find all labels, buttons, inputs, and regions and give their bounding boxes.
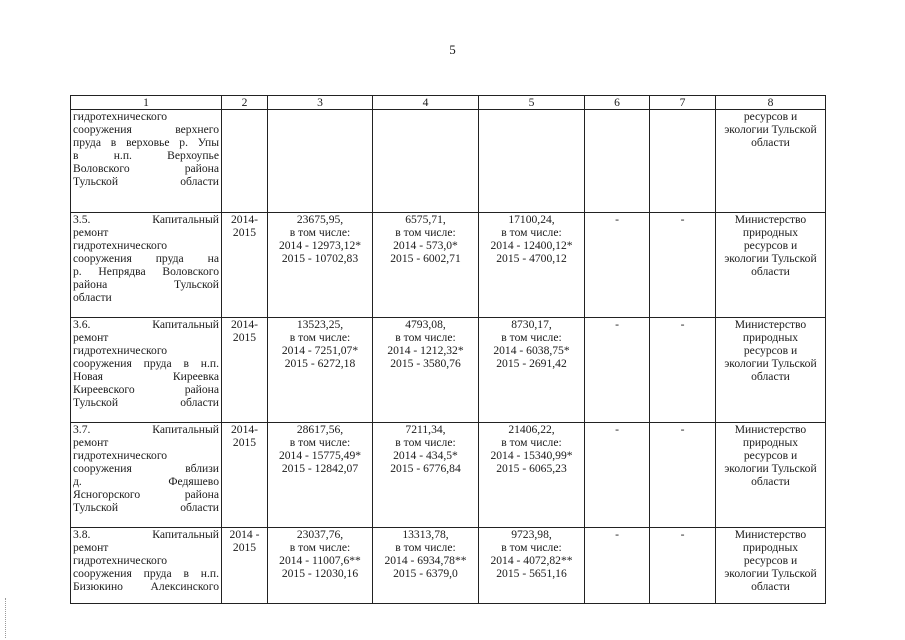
cell-line: 4793,08, [405, 318, 446, 331]
cell-line: 7211,34, [405, 423, 446, 436]
cell-line: 2015 - 6065,23 [496, 462, 567, 475]
cell-line: 2014- [230, 318, 259, 331]
cell-line: сооружения пруда в н.п. [73, 357, 219, 370]
page-number: 5 [449, 42, 456, 57]
cell-line: в том числе: [289, 331, 351, 344]
federal-budget-cell [373, 110, 479, 213]
cell-line: природных [742, 541, 799, 554]
federal-budget-cell [373, 213, 479, 318]
header-cell: 8 [716, 96, 826, 110]
cell-line: - [615, 318, 619, 331]
regional-budget-cell [479, 110, 585, 213]
cell-line: 2015 - 6379,0 [393, 567, 458, 580]
col7-cell [650, 213, 716, 318]
cell-line: Министерство [734, 318, 807, 331]
cell-line: в том числе: [395, 331, 456, 344]
cell-line: ремонт [73, 331, 109, 344]
cell-line: Бизюкино Алексинского [73, 580, 219, 593]
cell-line: - [680, 528, 685, 541]
cell-line: экологии Тульской [724, 462, 817, 475]
cell-line: в том числе: [289, 226, 351, 239]
cell-line: 2015 - 3580,76 [390, 357, 461, 370]
cell-line: ресурсов и [743, 110, 798, 123]
cell-line: ресурсов и [743, 449, 798, 462]
cell-line: - [680, 213, 685, 226]
cell-line: 2015 - 10702,83 [281, 252, 359, 265]
cell-line: ремонт [73, 226, 109, 239]
total-cell [268, 528, 373, 604]
cell-line: в том числе: [395, 436, 456, 449]
cell-line: природных [742, 226, 799, 239]
regional-budget-cell [479, 528, 585, 604]
header-cell: 5 [479, 96, 585, 110]
cell-line: 2015 - 5651,16 [496, 567, 567, 580]
cell-line: 2015 [232, 436, 257, 449]
cell-line: экологии Тульской [724, 252, 817, 265]
name-cell [71, 318, 222, 423]
cell-line: 3.7. Капитальный [73, 423, 219, 436]
executor-cell [716, 110, 826, 213]
cell-line: сооружения вблизи [73, 462, 219, 475]
cell-line: в том числе: [395, 226, 456, 239]
cell-line: 2015 [232, 541, 257, 554]
cell-line: в том числе: [501, 331, 562, 344]
cell-line: ресурсов и [743, 239, 798, 252]
cell-line: 2014 - 7251,07* [281, 344, 359, 357]
cell-line: Министерство [734, 213, 807, 226]
cell-line: в том числе: [501, 541, 562, 554]
total-cell [268, 423, 373, 528]
cell-line: 2015 - 12030,16 [281, 567, 359, 580]
cell-line: 6575,71, [405, 213, 446, 226]
cell-line: природных [742, 436, 799, 449]
regional-budget-cell [479, 423, 585, 528]
executor-cell [716, 213, 826, 318]
cell-line: гидротехнического [73, 554, 168, 567]
federal-budget-cell [373, 318, 479, 423]
cell-line: 3.5. Капитальный [73, 213, 219, 226]
cell-line: 2015 - 2691,42 [496, 357, 567, 370]
cell-line: 2015 - 4700,12 [496, 252, 567, 265]
cell-line: 2015 - 12842,07 [281, 462, 359, 475]
cell-line: области [73, 291, 112, 304]
cell-line: 2014 - 12973,12* [278, 239, 362, 252]
cell-line: 2014 - 6934,78** [384, 554, 467, 567]
name-cell [71, 528, 222, 604]
years-cell [222, 318, 268, 423]
cell-line: 2015 - 6272,18 [284, 357, 356, 370]
table-header-row [71, 96, 826, 110]
cell-line: в том числе: [501, 436, 562, 449]
cell-line: ресурсов и [743, 554, 798, 567]
cell-line: Киреевского района [73, 383, 219, 396]
total-cell [268, 213, 373, 318]
cell-line: 21406,22, [508, 423, 555, 436]
cell-line: - [615, 213, 619, 226]
cell-line: области [751, 265, 790, 278]
cell-line: 2014- [230, 423, 259, 436]
cell-line: Тульской области [73, 396, 219, 409]
regional-budget-cell [479, 318, 585, 423]
cell-line: Министерство [734, 528, 807, 541]
cell-line: района Тульской [73, 278, 219, 291]
col6-cell [585, 318, 650, 423]
cell-line: в том числе: [289, 436, 351, 449]
cell-line: 2014 - 11007,6** [279, 554, 361, 567]
cell-line: 2014 - 1212,32* [387, 344, 464, 357]
cell-line: Министерство [734, 423, 807, 436]
cell-line: 23675,95, [296, 213, 344, 226]
header-cell: 2 [222, 96, 268, 110]
cell-line: 2014 - 573,0* [393, 239, 458, 252]
cell-line: сооружения пруда на [73, 252, 219, 265]
cell-line: экологии Тульской [724, 357, 817, 370]
cell-line: гидротехнического [73, 239, 168, 252]
cell-line: области [751, 580, 790, 593]
federal-budget-cell [373, 528, 479, 604]
cell-line: 2015 - 6002,71 [390, 252, 461, 265]
cell-line: 2015 - 6776,84 [390, 462, 461, 475]
table-row [71, 213, 826, 318]
total-cell [268, 318, 373, 423]
cell-line: ресурсов и [743, 344, 798, 357]
cell-line: - [680, 318, 685, 331]
cell-line: в том числе: [289, 541, 351, 554]
cell-line: сооружения верхнего [73, 123, 219, 136]
cell-line: 3.8. Капитальный [73, 528, 219, 541]
cell-line: сооружения пруда в н.п. [73, 567, 219, 580]
cell-line: Новая Киреевка [73, 370, 219, 383]
cell-line: Воловского района [73, 162, 219, 175]
cell-line: 2015 [232, 226, 257, 239]
cell-line: 28617,56, [296, 423, 344, 436]
cell-line: 2014- [230, 213, 259, 226]
name-cell [71, 213, 222, 318]
cell-line: пруда в верховье р. Упы [73, 136, 219, 149]
cell-line: 2014 - 12400,12* [490, 239, 573, 252]
col7-cell [650, 110, 716, 213]
years-cell [222, 110, 268, 213]
cell-line: - [615, 528, 619, 541]
cell-line: - [680, 423, 685, 436]
cell-line: области [751, 370, 790, 383]
program-table [70, 95, 826, 604]
cell-line: д. Федяшево [73, 475, 219, 488]
cell-line: ремонт [73, 541, 109, 554]
col6-cell [585, 528, 650, 604]
cell-line: 2014 - 15340,99* [490, 449, 573, 462]
cell-line: 3.6. Капитальный [73, 318, 219, 331]
cell-line: 2014 - 4072,82** [490, 554, 573, 567]
years-cell [222, 213, 268, 318]
total-cell [268, 110, 373, 213]
executor-cell [716, 528, 826, 604]
years-cell [222, 423, 268, 528]
cell-line: гидротехнического [73, 344, 168, 357]
scan-edge-mark [5, 598, 7, 638]
federal-budget-cell [373, 423, 479, 528]
cell-line: 2014 - 6038,75* [493, 344, 570, 357]
cell-line: 2014 - 434,5* [393, 449, 458, 462]
table-row [71, 423, 826, 528]
cell-line: природных [742, 331, 799, 344]
col6-cell [585, 213, 650, 318]
header-cell: 3 [268, 96, 373, 110]
col7-cell [650, 423, 716, 528]
regional-budget-cell [479, 213, 585, 318]
cell-line: Тульской области [73, 175, 219, 188]
cell-line: 17100,24, [508, 213, 555, 226]
cell-line: экологии Тульской [724, 567, 817, 580]
cell-line: 2014 - [229, 528, 260, 541]
header-cell: 4 [373, 96, 479, 110]
table-row [71, 318, 826, 423]
header-cell: 6 [585, 96, 650, 110]
cell-line: 2015 [232, 331, 257, 344]
cell-line: гидротехнического [73, 110, 168, 123]
years-cell [222, 528, 268, 604]
cell-line: области [751, 136, 790, 149]
cell-line: 8730,17, [511, 318, 552, 331]
col7-cell [650, 318, 716, 423]
header-cell: 1 [71, 96, 222, 110]
cell-line: Тульской области [73, 501, 219, 514]
executor-cell [716, 423, 826, 528]
header-cell: 7 [650, 96, 716, 110]
cell-line: гидротехнического [73, 449, 168, 462]
cell-line: экологии Тульской [724, 123, 817, 136]
cell-line: р. Непрядва Воловского [73, 265, 219, 278]
cell-line: ремонт [73, 436, 109, 449]
cell-line: 13313,78, [402, 528, 449, 541]
cell-line: в том числе: [395, 541, 456, 554]
cell-line: 23037,76, [296, 528, 344, 541]
cell-line: области [751, 475, 790, 488]
table-row [71, 110, 826, 213]
cell-line: Ясногорского района [73, 488, 219, 501]
executor-cell [716, 318, 826, 423]
cell-line: 9723,98, [511, 528, 552, 541]
cell-line: - [615, 423, 619, 436]
cell-line: в том числе: [501, 226, 562, 239]
cell-line: 13523,25, [296, 318, 344, 331]
name-cell [71, 423, 222, 528]
col7-cell [650, 528, 716, 604]
table-row [71, 528, 826, 604]
col6-cell [585, 110, 650, 213]
name-cell [71, 110, 222, 213]
cell-line: 2014 - 15775,49* [278, 449, 362, 462]
col6-cell [585, 423, 650, 528]
cell-line: в н.п. Верхоупье [73, 149, 219, 162]
